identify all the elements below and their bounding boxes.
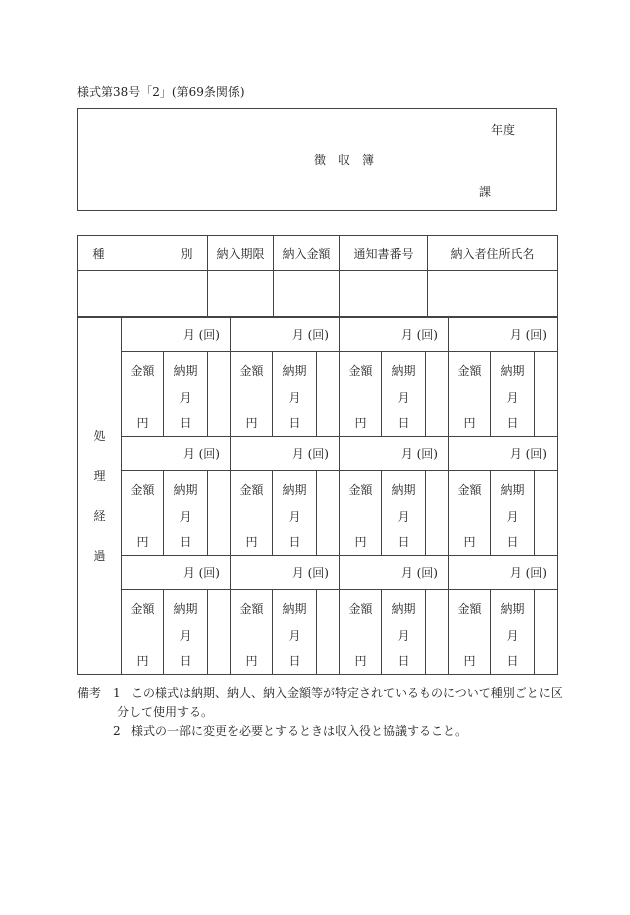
notes-section xyxy=(77,684,563,741)
month-times-cell: 月 (回) xyxy=(122,318,231,352)
yen-unit: 円 xyxy=(136,416,149,430)
blank-cell[interactable] xyxy=(426,352,449,437)
month-times-cell: 月 (回) xyxy=(340,556,449,590)
yen-unit: 円 xyxy=(463,654,476,668)
yen-unit: 円 xyxy=(354,535,367,549)
period-cell[interactable] xyxy=(164,590,208,675)
blank-cell[interactable] xyxy=(426,590,449,675)
blank-cell[interactable] xyxy=(426,471,449,556)
day-unit: 日 xyxy=(397,654,410,668)
month-times-cell: 月 (回) xyxy=(449,556,558,590)
column-type-part1: 種 xyxy=(92,246,105,261)
entry-amount-cell[interactable] xyxy=(274,271,340,317)
process-history-table xyxy=(77,317,558,675)
day-unit: 日 xyxy=(506,654,519,668)
period-cell[interactable] xyxy=(273,352,317,437)
amount-label: 金額 xyxy=(348,364,373,378)
amount-cell[interactable] xyxy=(340,471,382,556)
yen-unit: 円 xyxy=(136,535,149,549)
day-unit: 日 xyxy=(179,416,192,430)
notes-label: 備考 xyxy=(77,686,102,700)
amount-cell[interactable] xyxy=(340,352,382,437)
day-unit: 日 xyxy=(288,416,301,430)
period-label: 納期 xyxy=(391,364,416,378)
day-unit: 日 xyxy=(179,654,192,668)
amount-cell[interactable] xyxy=(122,352,164,437)
amount-cell[interactable] xyxy=(340,590,382,675)
entry-type-cell[interactable] xyxy=(78,271,208,317)
month-unit: 月 xyxy=(288,391,301,405)
yen-unit: 円 xyxy=(463,416,476,430)
amount-cell[interactable] xyxy=(449,590,491,675)
column-type xyxy=(78,236,208,271)
blank-cell[interactable] xyxy=(317,352,340,437)
month-unit: 月 xyxy=(288,510,301,524)
ledger-header-box xyxy=(77,108,557,211)
entry-notice-cell[interactable] xyxy=(340,271,428,317)
month-unit: 月 xyxy=(506,629,519,643)
amount-label: 金額 xyxy=(239,602,264,616)
period-label: 納期 xyxy=(391,602,416,616)
amount-cell[interactable] xyxy=(231,590,273,675)
entry-payer-cell[interactable] xyxy=(428,271,558,317)
blank-cell[interactable] xyxy=(208,471,231,556)
month-times-cell: 月 (回) xyxy=(231,318,340,352)
period-cell[interactable] xyxy=(382,352,426,437)
amount-label: 金額 xyxy=(130,602,155,616)
blank-cell[interactable] xyxy=(317,590,340,675)
period-cell[interactable] xyxy=(273,471,317,556)
period-cell[interactable] xyxy=(164,352,208,437)
ledger-main-table xyxy=(77,235,558,317)
month-unit: 月 xyxy=(506,391,519,405)
amount-cell[interactable] xyxy=(231,471,273,556)
period-cell[interactable] xyxy=(164,471,208,556)
month-unit: 月 xyxy=(506,510,519,524)
form-caption: 様式第38号「2」(第69条関係) xyxy=(77,85,245,99)
month-times-cell: 月 (回) xyxy=(340,318,449,352)
process-label-char: 処 xyxy=(93,429,106,443)
yen-unit: 円 xyxy=(136,654,149,668)
blank-cell[interactable] xyxy=(535,590,558,675)
section-label: 課 xyxy=(479,185,492,199)
month-times-cell: 月 (回) xyxy=(449,437,558,471)
amount-label: 金額 xyxy=(348,602,373,616)
note-1-number: 1 xyxy=(113,686,121,700)
yen-unit: 円 xyxy=(245,654,258,668)
day-unit: 日 xyxy=(397,535,410,549)
period-label: 納期 xyxy=(282,602,307,616)
month-times-cell: 月 (回) xyxy=(122,556,231,590)
blank-cell[interactable] xyxy=(535,471,558,556)
process-label-char: 過 xyxy=(93,549,106,563)
month-unit: 月 xyxy=(397,629,410,643)
yen-unit: 円 xyxy=(245,416,258,430)
note-2-number: 2 xyxy=(113,724,121,738)
process-label-char: 経 xyxy=(93,509,106,523)
period-cell[interactable] xyxy=(491,590,535,675)
period-cell[interactable] xyxy=(491,352,535,437)
day-unit: 日 xyxy=(397,416,410,430)
yen-unit: 円 xyxy=(354,416,367,430)
entry-due-cell[interactable] xyxy=(208,271,274,317)
blank-cell[interactable] xyxy=(208,352,231,437)
month-unit: 月 xyxy=(179,510,192,524)
note-1-line2: 分して使用する。 xyxy=(117,705,214,719)
amount-cell[interactable] xyxy=(449,471,491,556)
ledger-title: 徴 収 簿 xyxy=(314,153,375,167)
month-times-cell: 月 (回) xyxy=(231,437,340,471)
month-times-cell: 月 (回) xyxy=(340,437,449,471)
process-label-char: 理 xyxy=(93,469,106,483)
yen-unit: 円 xyxy=(354,654,367,668)
day-unit: 日 xyxy=(179,535,192,549)
period-label: 納期 xyxy=(391,483,416,497)
period-label: 納期 xyxy=(282,364,307,378)
column-type-part2: 別 xyxy=(180,246,193,261)
period-label: 納期 xyxy=(500,483,525,497)
yen-unit: 円 xyxy=(245,535,258,549)
month-unit: 月 xyxy=(179,629,192,643)
month-unit: 月 xyxy=(288,629,301,643)
period-label: 納期 xyxy=(173,364,198,378)
amount-label: 金額 xyxy=(130,483,155,497)
blank-cell[interactable] xyxy=(317,471,340,556)
amount-cell[interactable] xyxy=(122,590,164,675)
note-1-line1: この様式は納期、納人、納入金額等が特定されているものについて種別ごとに区 xyxy=(131,686,563,700)
month-unit: 月 xyxy=(179,391,192,405)
period-cell[interactable] xyxy=(382,590,426,675)
month-times-cell: 月 (回) xyxy=(122,437,231,471)
column-due-date: 納入期限 xyxy=(208,236,274,271)
amount-label: 金額 xyxy=(348,483,373,497)
amount-label: 金額 xyxy=(239,483,264,497)
day-unit: 日 xyxy=(288,535,301,549)
amount-cell[interactable] xyxy=(231,352,273,437)
amount-label: 金額 xyxy=(239,364,264,378)
month-unit: 月 xyxy=(397,391,410,405)
process-label xyxy=(78,318,122,675)
amount-label: 金額 xyxy=(130,364,155,378)
period-label: 納期 xyxy=(500,602,525,616)
period-label: 納期 xyxy=(173,483,198,497)
period-cell[interactable] xyxy=(273,590,317,675)
month-times-cell: 月 (回) xyxy=(449,318,558,352)
blank-cell[interactable] xyxy=(208,590,231,675)
amount-label: 金額 xyxy=(457,364,482,378)
day-unit: 日 xyxy=(288,654,301,668)
period-label: 納期 xyxy=(173,602,198,616)
amount-label: 金額 xyxy=(457,602,482,616)
blank-cell[interactable] xyxy=(535,352,558,437)
column-amount: 納入金額 xyxy=(274,236,340,271)
yen-unit: 円 xyxy=(463,535,476,549)
amount-cell[interactable] xyxy=(122,471,164,556)
period-label: 納期 xyxy=(500,364,525,378)
fiscal-year-label: 年度 xyxy=(491,123,516,137)
period-label: 納期 xyxy=(282,483,307,497)
day-unit: 日 xyxy=(506,535,519,549)
period-cell[interactable] xyxy=(382,471,426,556)
note-2-text: 様式の一部に変更を必要とするときは収入役と協議すること。 xyxy=(131,724,468,738)
column-payer-name: 納入者住所氏名 xyxy=(428,236,558,271)
day-unit: 日 xyxy=(506,416,519,430)
amount-cell[interactable] xyxy=(449,352,491,437)
period-cell[interactable] xyxy=(491,471,535,556)
amount-label: 金額 xyxy=(457,483,482,497)
column-notice-number: 通知書番号 xyxy=(340,236,428,271)
month-unit: 月 xyxy=(397,510,410,524)
month-times-cell: 月 (回) xyxy=(231,556,340,590)
